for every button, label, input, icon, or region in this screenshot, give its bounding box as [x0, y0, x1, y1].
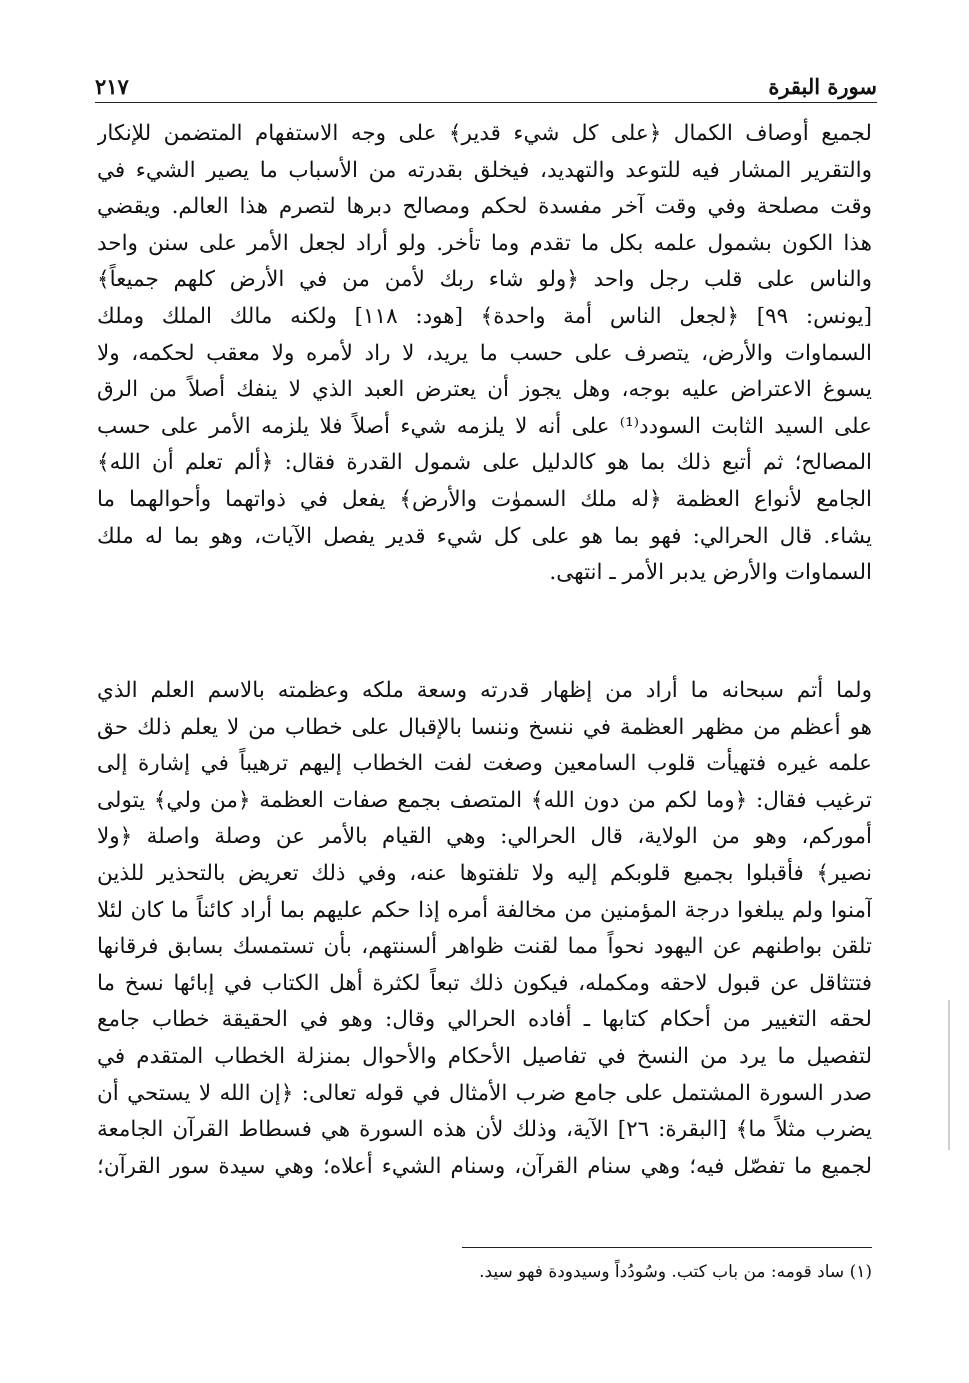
text-line: لتفصيل ما يرد من النسخ في تفاصيل الأحكام والأحوال بمنزلة الخطاب المتقدم في [97, 1043, 872, 1069]
text-line: والتقرير المشار فيه للتوعد والتهديد، فيخلق بقدرته من الأسباب ما يصير الشيء في [97, 157, 872, 183]
text-line: وقت مصلحة وفي وقت آخر مفسدة لحكم ومصالح دبرها لتصرم هذا العالم. ويقضي [97, 194, 872, 220]
text-line: يسوغ الاعتراض عليه بوجه، وهل يجوز أن يعترض العبد الذي لا ينفك أصلاً من الرق [97, 377, 872, 403]
text-line: علمه غيره فتهيأت قلوب السامعين وصغت لفت الخطاب إليهم ترهيباً في إشارة إلى [97, 751, 872, 777]
text-line: هذا الكون بشمول علمه بكل ما تقدم وما تأخر. ولو أراد لجعل الأمر على سنن واحد [97, 230, 872, 256]
text-line: يشاء. قال الحرالي: فهو بما هو على كل شيء قدير يفصل الآيات، وهو بما له ملك [97, 523, 872, 549]
text-line: السماوات والأرض، يتصرف على حسب ما يريد، لا راد لأمره ولا معقب لحكمه، ولا [97, 340, 872, 366]
text-line: ترغيب فقال: ﴿وما لكم من دون الله﴾ المتصف بجمع صفات العظمة ﴿من ولي﴾ يتولى [97, 787, 872, 813]
text-line: والناس على قلب رجل واحد ﴿ولو شاء ربك لأمن من في الأرض كلهم جميعاً﴾ [97, 267, 872, 293]
text-line: السماوات والأرض يدبر الأمر ـ انتهى. [549, 560, 872, 586]
text-line: المصالح؛ ثم أتبع ذلك بما هو كالدليل على شمول القدرة فقال: ﴿ألم تعلم أن الله﴾ [97, 450, 872, 476]
text-line: فتتثاقل عن قبول لاحقه ومكمله، فيكون ذلك تبعاً لكثرة أهل الكتاب في إبائها نسخ ما [97, 970, 872, 996]
text-line: لحقه التغيير من أحكام كتابها ـ أفاده الحرالي وقال: وهو في الحقيقة خطاب جامع [97, 1007, 872, 1033]
page-number: ٢١٧ [95, 74, 129, 99]
text-line: [يونس: ٩٩] ﴿لجعل الناس أمة واحدة﴾ [هود: ١١٨] ولكنه مالك الملك وملك [97, 303, 872, 329]
text-line: يضرب مثلاً ما﴾ [البقرة: ٢٦] الآية، وذلك لأن هذه السورة هي فسطاط القرآن الجامعة [97, 1117, 872, 1143]
text-line: آمنوا ولم يبلغوا درجة المؤمنين من مخالفة أمره إذا حكم عليهم بما أراد كائناً ما كان لئلا [97, 897, 872, 923]
text-line: تلقن بواطنهم عن اليهود نحواً مما لقنت ظواهر ألسنتهم، بأن تستمسك بسابق فرقانها [97, 934, 872, 960]
text-line: صدر السورة المشتمل على جامع ضرب الأمثال في قوله تعالى: ﴿إن الله لا يستحي أن [97, 1080, 872, 1106]
page-header [95, 70, 877, 103]
surah-title: سورة البقرة [768, 74, 877, 99]
text-line: الجامع لأنواع العظمة ﴿له ملك السموٰت والأرض﴾ يفعل في ذواتهما وأحوالهما ما [97, 486, 872, 512]
footnote-divider [462, 1247, 872, 1248]
text-line: على السيد الثابت السودد⁽¹⁾ على أنه لا يلزمه شيء أصلاً فلا يلزمه الأمر على حسب [97, 413, 872, 439]
text-line: نصير﴾ فأقبلوا بجميع قلوبكم إليه ولا تلفتوها عنه، وفي ذلك تعريض بالتحذير للذين [97, 860, 872, 886]
page-edge-shadow [948, 1000, 950, 1150]
text-line: ولما أتم سبحانه ما أراد من إظهار قدرته وسعة ملكه وعظمته بالاسم العلم الذي [97, 678, 872, 703]
text-line: أموركم، وهو من الولاية، قال الحرالي: وهي القيام بالأمر عن وصلة واصلة ﴿ولا [97, 824, 872, 850]
paragraph-2 [97, 673, 872, 1185]
text-line: لجميع أوصاف الكمال ﴿على كل شيء قدير﴾ على وجه الاستفهام المتضمن للإنكار [97, 121, 872, 146]
text-line: لجميع ما تفصّل فيه؛ وهي سنام القرآن، وسنام الشيء أعلاه؛ وهي سيدة سور القرآن؛ [97, 1153, 872, 1179]
text-line: هو أعظم من مظهر العظمة في ننسخ وننسا بالإقبال على خطاب من لا يعلم ذلك حق [97, 714, 872, 740]
footnote: (١) ساد قومه: من باب كتب. وسُودُداً وسيدودة فهو سيد. [479, 1262, 872, 1282]
paragraph-1 [97, 116, 872, 592]
